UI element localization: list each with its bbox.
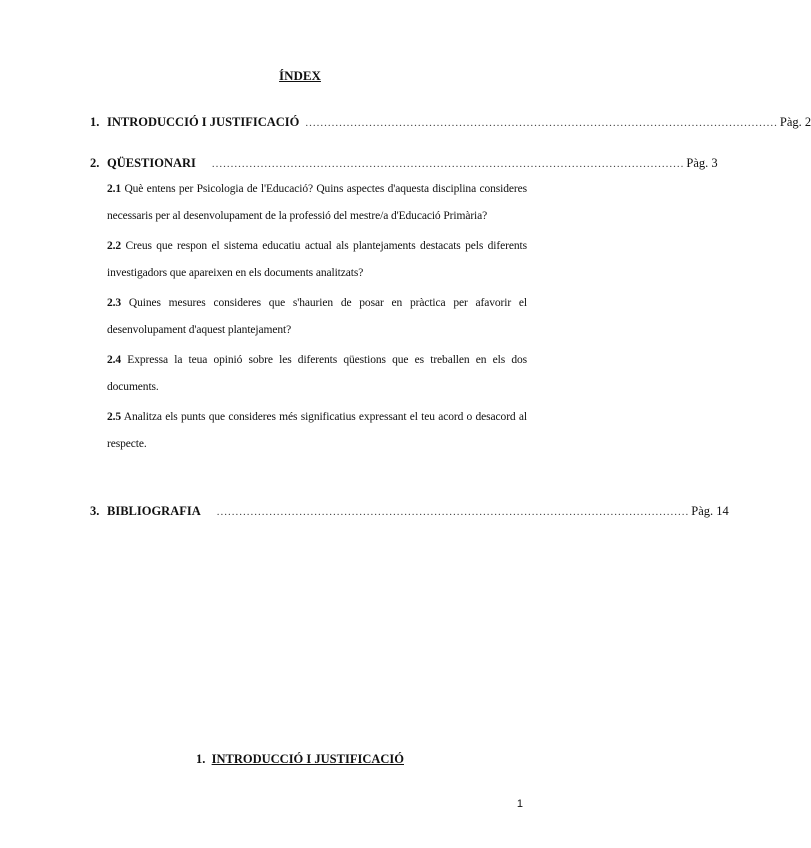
question-text: Expressa la teua opinió sobre les diferents qüestions que es treballen en els dos documents. <box>107 354 527 393</box>
toc-entry-bibliografia <box>90 503 729 520</box>
section-heading-number: 1. <box>195 752 206 766</box>
question-number: 2.4 <box>107 354 122 366</box>
question-number: 2.5 <box>107 411 122 423</box>
question-item <box>107 176 527 229</box>
question-item <box>107 404 527 457</box>
toc-entry-page: Pàg. 14 <box>691 504 729 518</box>
question-item <box>107 347 527 400</box>
toc-entry-label: INTRODUCCIÓ I JUSTIFICACIÓ <box>107 115 300 129</box>
toc-dot-leader: .............................................................................................................................. <box>305 117 778 129</box>
toc-entry-number: 3. <box>90 504 100 518</box>
toc-entry-label: BIBLIOGRAFIA <box>107 504 201 518</box>
section-heading-label: INTRODUCCIÓ I JUSTIFICACIÓ <box>211 752 404 766</box>
question-text: Analitza els punts que consideres més significatius expressant el teu acord o desacord al respecte. <box>107 411 527 450</box>
toc-dot-leader: .............................................................................................................................. <box>211 158 685 170</box>
question-number: 2.1 <box>107 183 122 195</box>
question-item <box>107 290 527 343</box>
question-text: Què entens per Psicologia de l'Educació? Quins aspectes d'aquesta disciplina consideres necessaris per al desenvolupament de la professió del mestre/a d'Educació Primària? <box>107 183 527 222</box>
page-number: 1 <box>516 798 523 810</box>
toc-entry-label: QÜESTIONARI <box>107 156 196 170</box>
page-title: ÍNDEX <box>279 68 321 83</box>
question-text: Quines mesures consideres que s'haurien de posar en pràctica per afavorir el desenvolupament d'aquest plantejament? <box>107 297 528 336</box>
question-list <box>107 176 527 461</box>
toc-entry-introduccio <box>90 114 811 131</box>
toc-entry-page: Pàg. 3 <box>686 156 718 170</box>
question-item <box>107 233 527 286</box>
toc-dot-leader: .............................................................................................................................. <box>216 506 690 518</box>
toc-entry-page: Pàg. 2 <box>779 115 811 129</box>
toc-entry-number: 1. <box>90 115 100 129</box>
toc-entry-number: 2. <box>90 156 100 170</box>
question-number: 2.2 <box>107 240 122 252</box>
question-text: Creus que respon el sistema educatiu actual als plantejaments destacats pels diferents investigadors que apareixen en els documents analitzats? <box>107 240 527 279</box>
section-heading <box>0 752 600 767</box>
question-number: 2.3 <box>107 297 122 309</box>
toc-entry-questionari <box>90 155 718 172</box>
